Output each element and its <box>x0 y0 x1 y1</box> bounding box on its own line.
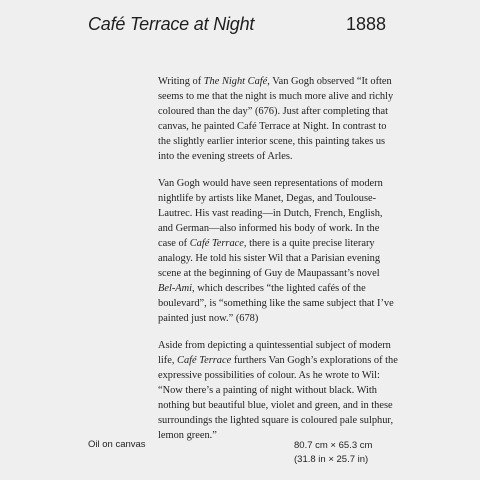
text-run: Writing of <box>158 76 204 87</box>
italic-title: The Night Café <box>203 76 268 87</box>
text-run: furthers Van Gogh’s explorations of the expressive possibilities of colour. As he wrote to Wil: “Now there’s a painting of night without black. With nothing but beautiful blue, violet and green, and in these surroundings the lighted square is coloured pale sulphur, lemon green.” <box>158 355 398 441</box>
paragraph-3 <box>158 338 398 443</box>
paragraph-1 <box>158 74 398 164</box>
dimensions-in: (31.8 in × 25.7 in) <box>294 454 369 465</box>
paragraph-2 <box>158 176 398 326</box>
italic-title: Café Terrace <box>189 238 244 249</box>
text-run: , Van Gogh observed “It often seems to me that the night is much more alive and richly coloured than the day” (676). Just after completing that canvas, he painted Café Terrace at Night. In contrast to the slightly earlier interior scene, this painting takes us into the evening streets of Arles. <box>158 76 394 162</box>
text-run: Aside from depicting a quintessential subject of modern life, <box>158 340 391 366</box>
text-run: , there is a quite precise literary analogy. He told his sister Wil that a Parisian evening scene at the beginning of Guy de Maupassant’s novel <box>158 238 381 279</box>
dimensions <box>294 439 372 467</box>
page-title: Café Terrace at Night <box>88 14 255 34</box>
italic-title: Bel-Ami <box>158 283 193 294</box>
medium-label: Oil on canvas <box>88 439 146 450</box>
body-text <box>158 74 398 455</box>
dimensions-cm: 80.7 cm × 65.3 cm <box>294 440 373 451</box>
italic-title: Café Terrace <box>177 355 232 366</box>
year-label: 1888 <box>345 14 386 34</box>
text-run: , which describes “the lighted cafés of the boulevard”, is “something like the same subject that I’ve painted just now.” (678) <box>158 283 394 324</box>
text-run: Van Gogh would have seen representations of modern nightlife by artists like Manet, Degas, and Toulouse-Lautrec. His vast reading—in Dutch, French, English, and German—also informed his body of work. In the case of <box>158 178 383 249</box>
